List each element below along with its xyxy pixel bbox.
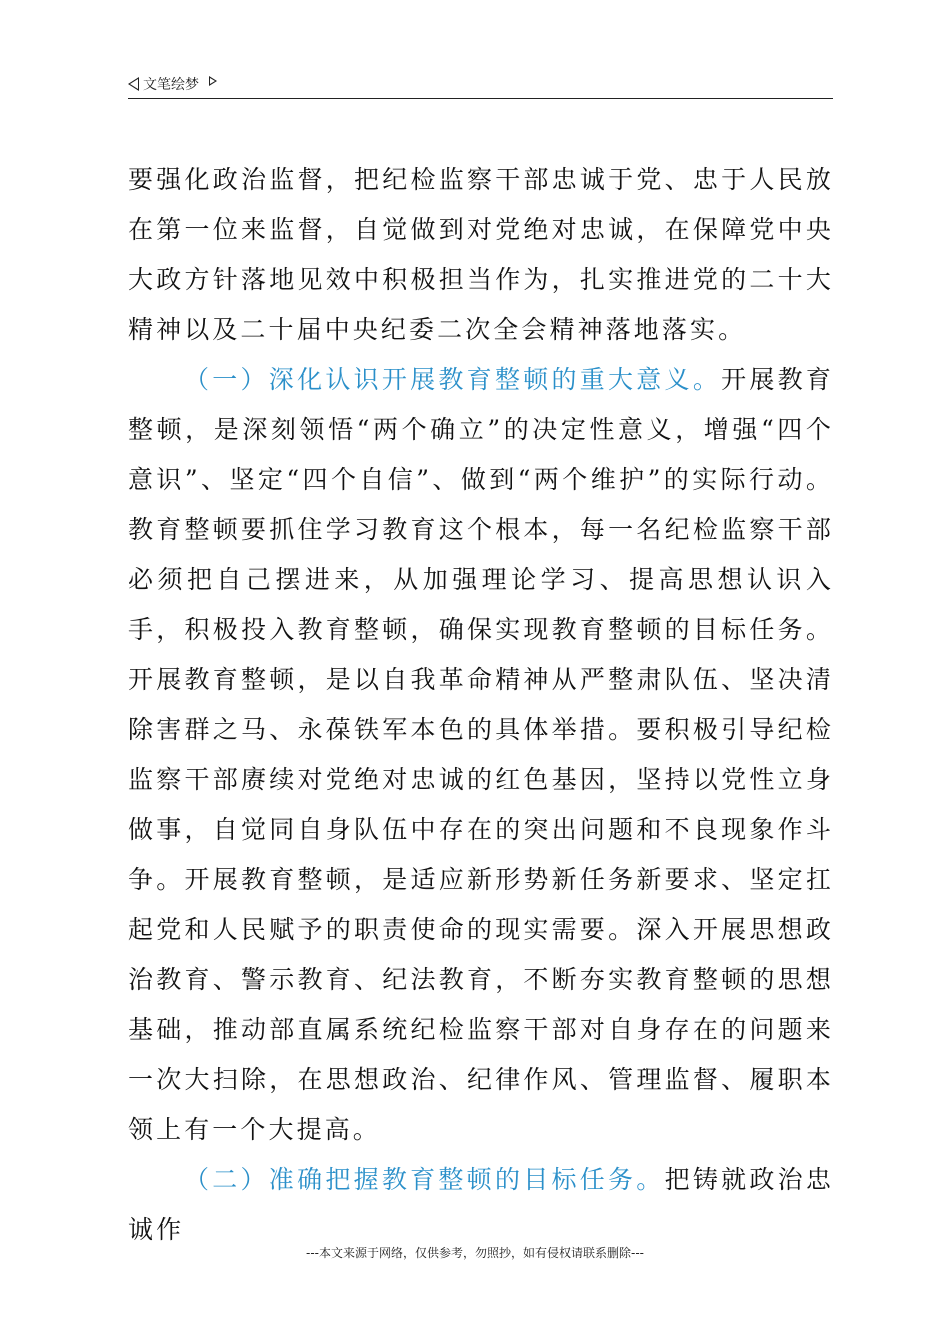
header-brand: 文笔绘梦 — [143, 77, 199, 93]
document-body — [128, 155, 834, 1255]
paragraph-1 — [128, 155, 834, 355]
section-heading-1: （一）深化认识开展教育整顿的重大意义。 — [184, 365, 722, 394]
header-brand-group — [128, 74, 217, 94]
paragraph-text: 把铸就政治忠诚作 — [128, 1165, 835, 1244]
paragraph-text: 要强化政治监督，把纪检监察干部忠诚于党、忠于人民放在第一位来监督，自觉做到对党绝对忠诚，在保障党中央大政方针落地见效中积极担当作为，扎实推进党的二十大精神以及二十届中央纪委二次全会精神落地落实。 — [128, 165, 834, 344]
triangle-left-icon — [128, 77, 139, 91]
section-heading-2: （二）准确把握教育整顿的目标任务。 — [184, 1165, 665, 1194]
paragraph-text: 开展教育整顿，是深刻领悟“两个确立”的决定性意义，增强“四个意识”、坚定“四个自信”、做到“两个维护”的实际行动。教育整顿要抓住学习教育这个根本，每一名纪检监察干部必须把自己摆进来，从加强理论学习、提高思想认识入手，积极投入教育整顿，确保实现教育整顿的目标任务。开展教育整顿，是以自我革命精神从严整肃队伍、坚决清除害群之马、永葆铁军本色的具体举措。要积极引导纪检监察干部赓续对党绝对忠诚的红色基因，坚持以党性立身做事，自觉同自身队伍中存在的突出问题和不良现象作斗争。开展教育整顿，是适应新形势新任务新要求、坚定扛起党和人民赋予的职责使命的现实需要。深入开展思想政治教育、警示教育、纪法教育，不断夯实教育整顿的思想基础，推动部直属系统纪检监察干部对自身存在的问题来一次大扫除，在思想政治、纪律作风、管理监督、履职本领上有一个大提高。 — [128, 365, 834, 1144]
page-header — [128, 70, 833, 99]
triangle-right-icon — [209, 76, 217, 86]
paragraph-3 — [128, 1155, 834, 1255]
paragraph-2 — [128, 355, 834, 1155]
page-footer-notice: ---本文来源于网络，仅供参考，勿照抄，如有侵权请联系删除--- — [306, 1246, 644, 1260]
